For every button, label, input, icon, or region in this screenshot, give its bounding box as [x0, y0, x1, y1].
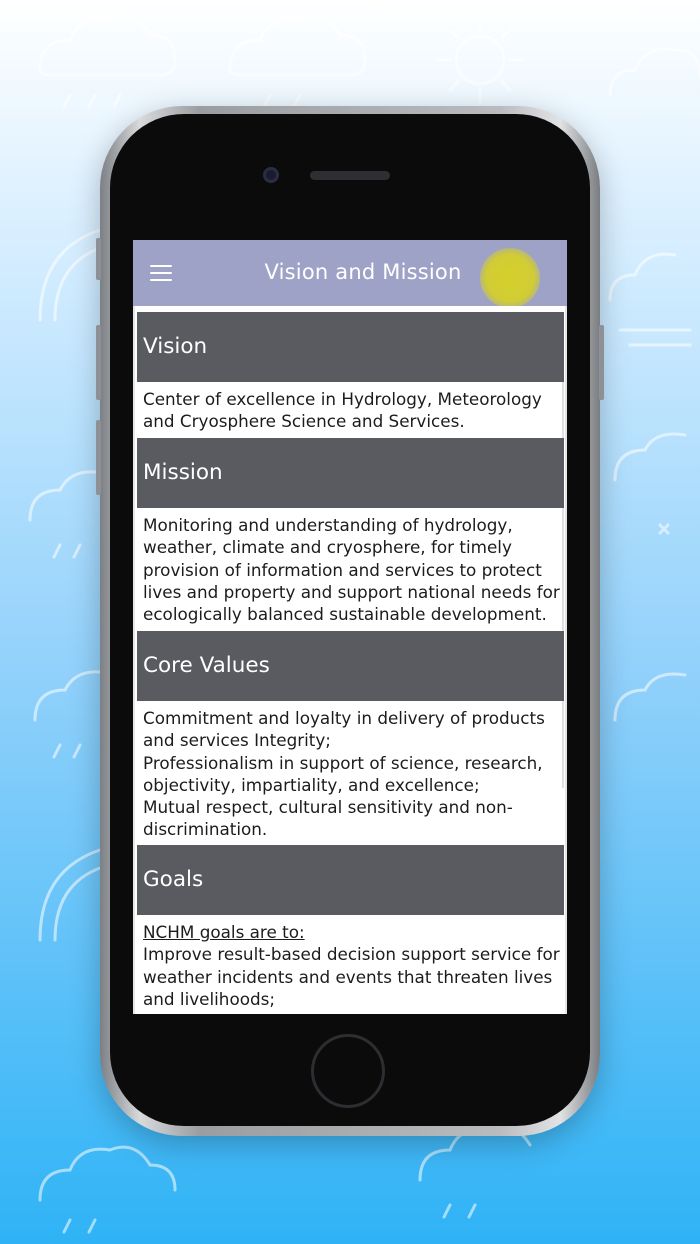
cloud-wind-icon	[610, 254, 690, 345]
mute-switch	[96, 238, 101, 280]
section-text	[143, 388, 559, 433]
cloud-icon	[610, 49, 700, 95]
section-heading: Mission	[137, 438, 564, 508]
rainbow-icon	[40, 850, 100, 940]
app-screen	[133, 240, 567, 1014]
sun-icon	[438, 18, 522, 102]
text-line: and Cryosphere Science and Services.	[143, 411, 465, 432]
text-line: weather incidents and events that threaten lives	[143, 966, 553, 987]
touch-indicator	[480, 248, 540, 308]
section-text	[143, 514, 559, 625]
scrollbar[interactable]	[562, 312, 564, 788]
text-line: provision of information and services to protect	[143, 559, 542, 580]
text-line: ecologically balanced sustainable development.	[143, 604, 547, 625]
section-heading: Core Values	[137, 631, 564, 701]
text-line: Commitment and loyalty in delivery of products	[143, 708, 545, 728]
goals-subheading: NCHM goals are to:	[143, 922, 305, 942]
cloud-rain-icon	[40, 17, 175, 107]
cloud-rain-icon	[230, 17, 365, 107]
rainbow-icon	[40, 230, 100, 320]
text-line: objectivity, impartiality, and excellence;	[143, 774, 480, 795]
cloud-rain-icon	[420, 1127, 530, 1217]
app-bar	[133, 240, 567, 306]
volume-up-button	[96, 325, 101, 400]
text-line: Improve result-based decision support service for	[143, 944, 560, 965]
text-line: Mutual respect, cultural sensitivity and non-	[143, 797, 513, 818]
cloud-rain-icon	[30, 472, 95, 557]
text-line: discrimination.	[143, 819, 268, 840]
page-title: Vision and Mission	[264, 260, 462, 284]
front-camera	[263, 167, 279, 183]
text-line: Monitoring and understanding of hydrology,	[143, 515, 513, 535]
section-heading: Vision	[137, 312, 564, 382]
text-line: Professionalism in support of science, research,	[143, 752, 543, 773]
earpiece-speaker	[310, 171, 390, 180]
section-heading: Goals	[137, 845, 564, 915]
text-line: and livelihoods;	[143, 988, 276, 1009]
home-button[interactable]	[311, 1034, 385, 1108]
volume-down-button	[96, 420, 101, 495]
cloud-icon	[615, 674, 685, 720]
content-scroll-area[interactable]	[133, 306, 567, 1014]
section-text	[143, 707, 559, 841]
text-line: lives and property and support national needs for	[143, 581, 560, 602]
cloud-snow-icon	[615, 434, 685, 533]
cloud-rain-icon	[40, 1147, 175, 1232]
section-text	[143, 921, 559, 1010]
cloud-rain-icon	[35, 672, 100, 757]
text-line: and services Integrity;	[143, 730, 331, 751]
text-line: weather, climate and cryosphere, for timely	[143, 537, 512, 558]
text-line: Center of excellence in Hydrology, Meteorology	[143, 389, 542, 409]
power-button	[599, 325, 604, 400]
